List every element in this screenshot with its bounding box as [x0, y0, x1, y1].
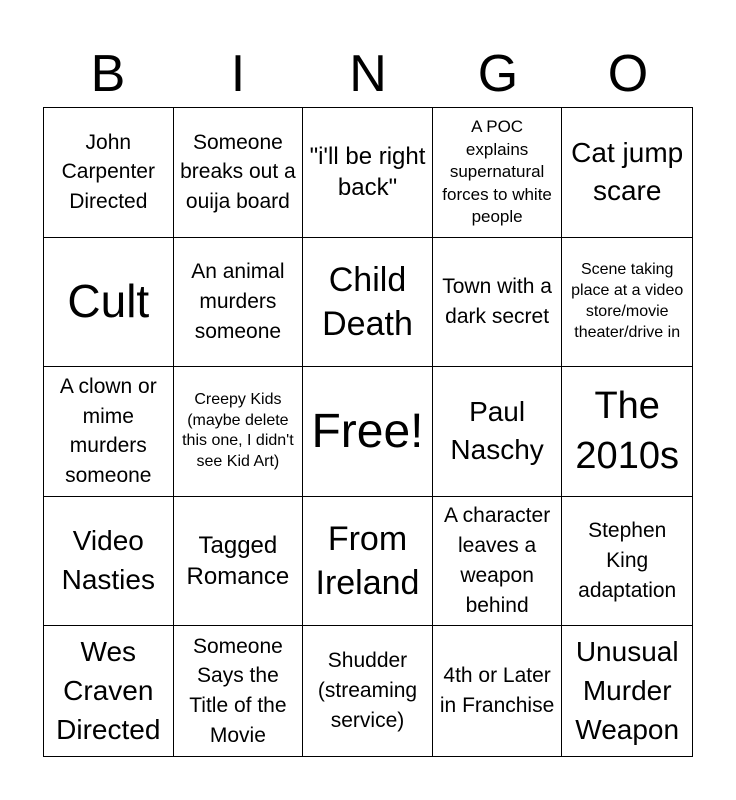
cell-text: 4th or Later in Franchise: [439, 664, 555, 718]
cell-text: A clown or mime murders someone: [59, 374, 157, 488]
cell-text: Wes Craven Directed: [56, 636, 161, 745]
bingo-cell[interactable]: [562, 108, 692, 238]
bingo-cell[interactable]: [433, 497, 563, 627]
bingo-cell[interactable]: [174, 626, 304, 756]
bingo-cell[interactable]: [562, 626, 692, 756]
header-letter-n: N: [349, 45, 387, 103]
cell-text: A character leaves a weapon behind: [443, 504, 551, 617]
free-space-cell[interactable]: [303, 367, 433, 497]
cell-text: An animal murders someone: [191, 260, 285, 343]
cell-text: The 2010s: [575, 385, 679, 478]
bingo-cell[interactable]: [174, 497, 304, 627]
header-letter-i: I: [230, 45, 246, 103]
header-letter-g: G: [477, 45, 519, 103]
bingo-cell[interactable]: [562, 367, 692, 497]
cell-text: A POC explains supernatural forces to white people: [442, 117, 552, 226]
bingo-cell[interactable]: [44, 367, 174, 497]
cell-text: Tagged Romance: [186, 531, 290, 591]
cell-text: Creepy Kids (maybe delete this one, I didn't see Kid Art): [182, 390, 294, 471]
bingo-cell[interactable]: [562, 497, 692, 627]
cell-text: "i'll be right back": [309, 143, 426, 202]
cell-text: Unusual Murder Weapon: [575, 636, 680, 745]
header-letter-b: B: [90, 45, 126, 103]
bingo-cell[interactable]: [303, 108, 433, 238]
bingo-cell[interactable]: [303, 238, 433, 368]
bingo-cell[interactable]: [44, 108, 174, 238]
bingo-cell[interactable]: [303, 626, 433, 756]
cell-text: Child Death: [322, 260, 413, 343]
bingo-cell[interactable]: [303, 497, 433, 627]
cell-text: Scene taking place at a video store/movie theater/drive in: [571, 261, 684, 341]
bingo-cell[interactable]: [433, 108, 563, 238]
bingo-cell[interactable]: [44, 497, 174, 627]
cell-text: Cult: [67, 275, 150, 328]
cell-text: Paul Naschy: [450, 395, 544, 466]
cell-text: John Carpenter Directed: [61, 130, 155, 214]
bingo-board: [43, 107, 693, 757]
cell-text: Someone Says the Title of the Movie: [189, 634, 287, 747]
bingo-cell[interactable]: [433, 367, 563, 497]
bingo-cell[interactable]: [433, 238, 563, 368]
cell-text: Free!: [311, 404, 424, 458]
header-letter-o: O: [607, 45, 649, 103]
cell-text: Town with a dark secret: [442, 275, 552, 328]
cell-text: Stephen King adaptation: [578, 519, 677, 602]
bingo-cell[interactable]: [44, 626, 174, 756]
bingo-header: [43, 40, 693, 108]
bingo-cell[interactable]: [44, 238, 174, 368]
cell-text: From Ireland: [315, 519, 420, 603]
bingo-cell[interactable]: [174, 367, 304, 497]
bingo-cell[interactable]: [174, 108, 304, 238]
cell-text: Cat jump scare: [571, 136, 684, 207]
bingo-cell[interactable]: [174, 238, 304, 368]
cell-text: Video Nasties: [61, 525, 155, 596]
cell-text: Shudder (streaming service): [317, 649, 418, 733]
bingo-cell[interactable]: [433, 626, 563, 756]
bingo-cell[interactable]: [562, 238, 692, 368]
cell-text: Someone breaks out a ouija board: [180, 130, 296, 214]
